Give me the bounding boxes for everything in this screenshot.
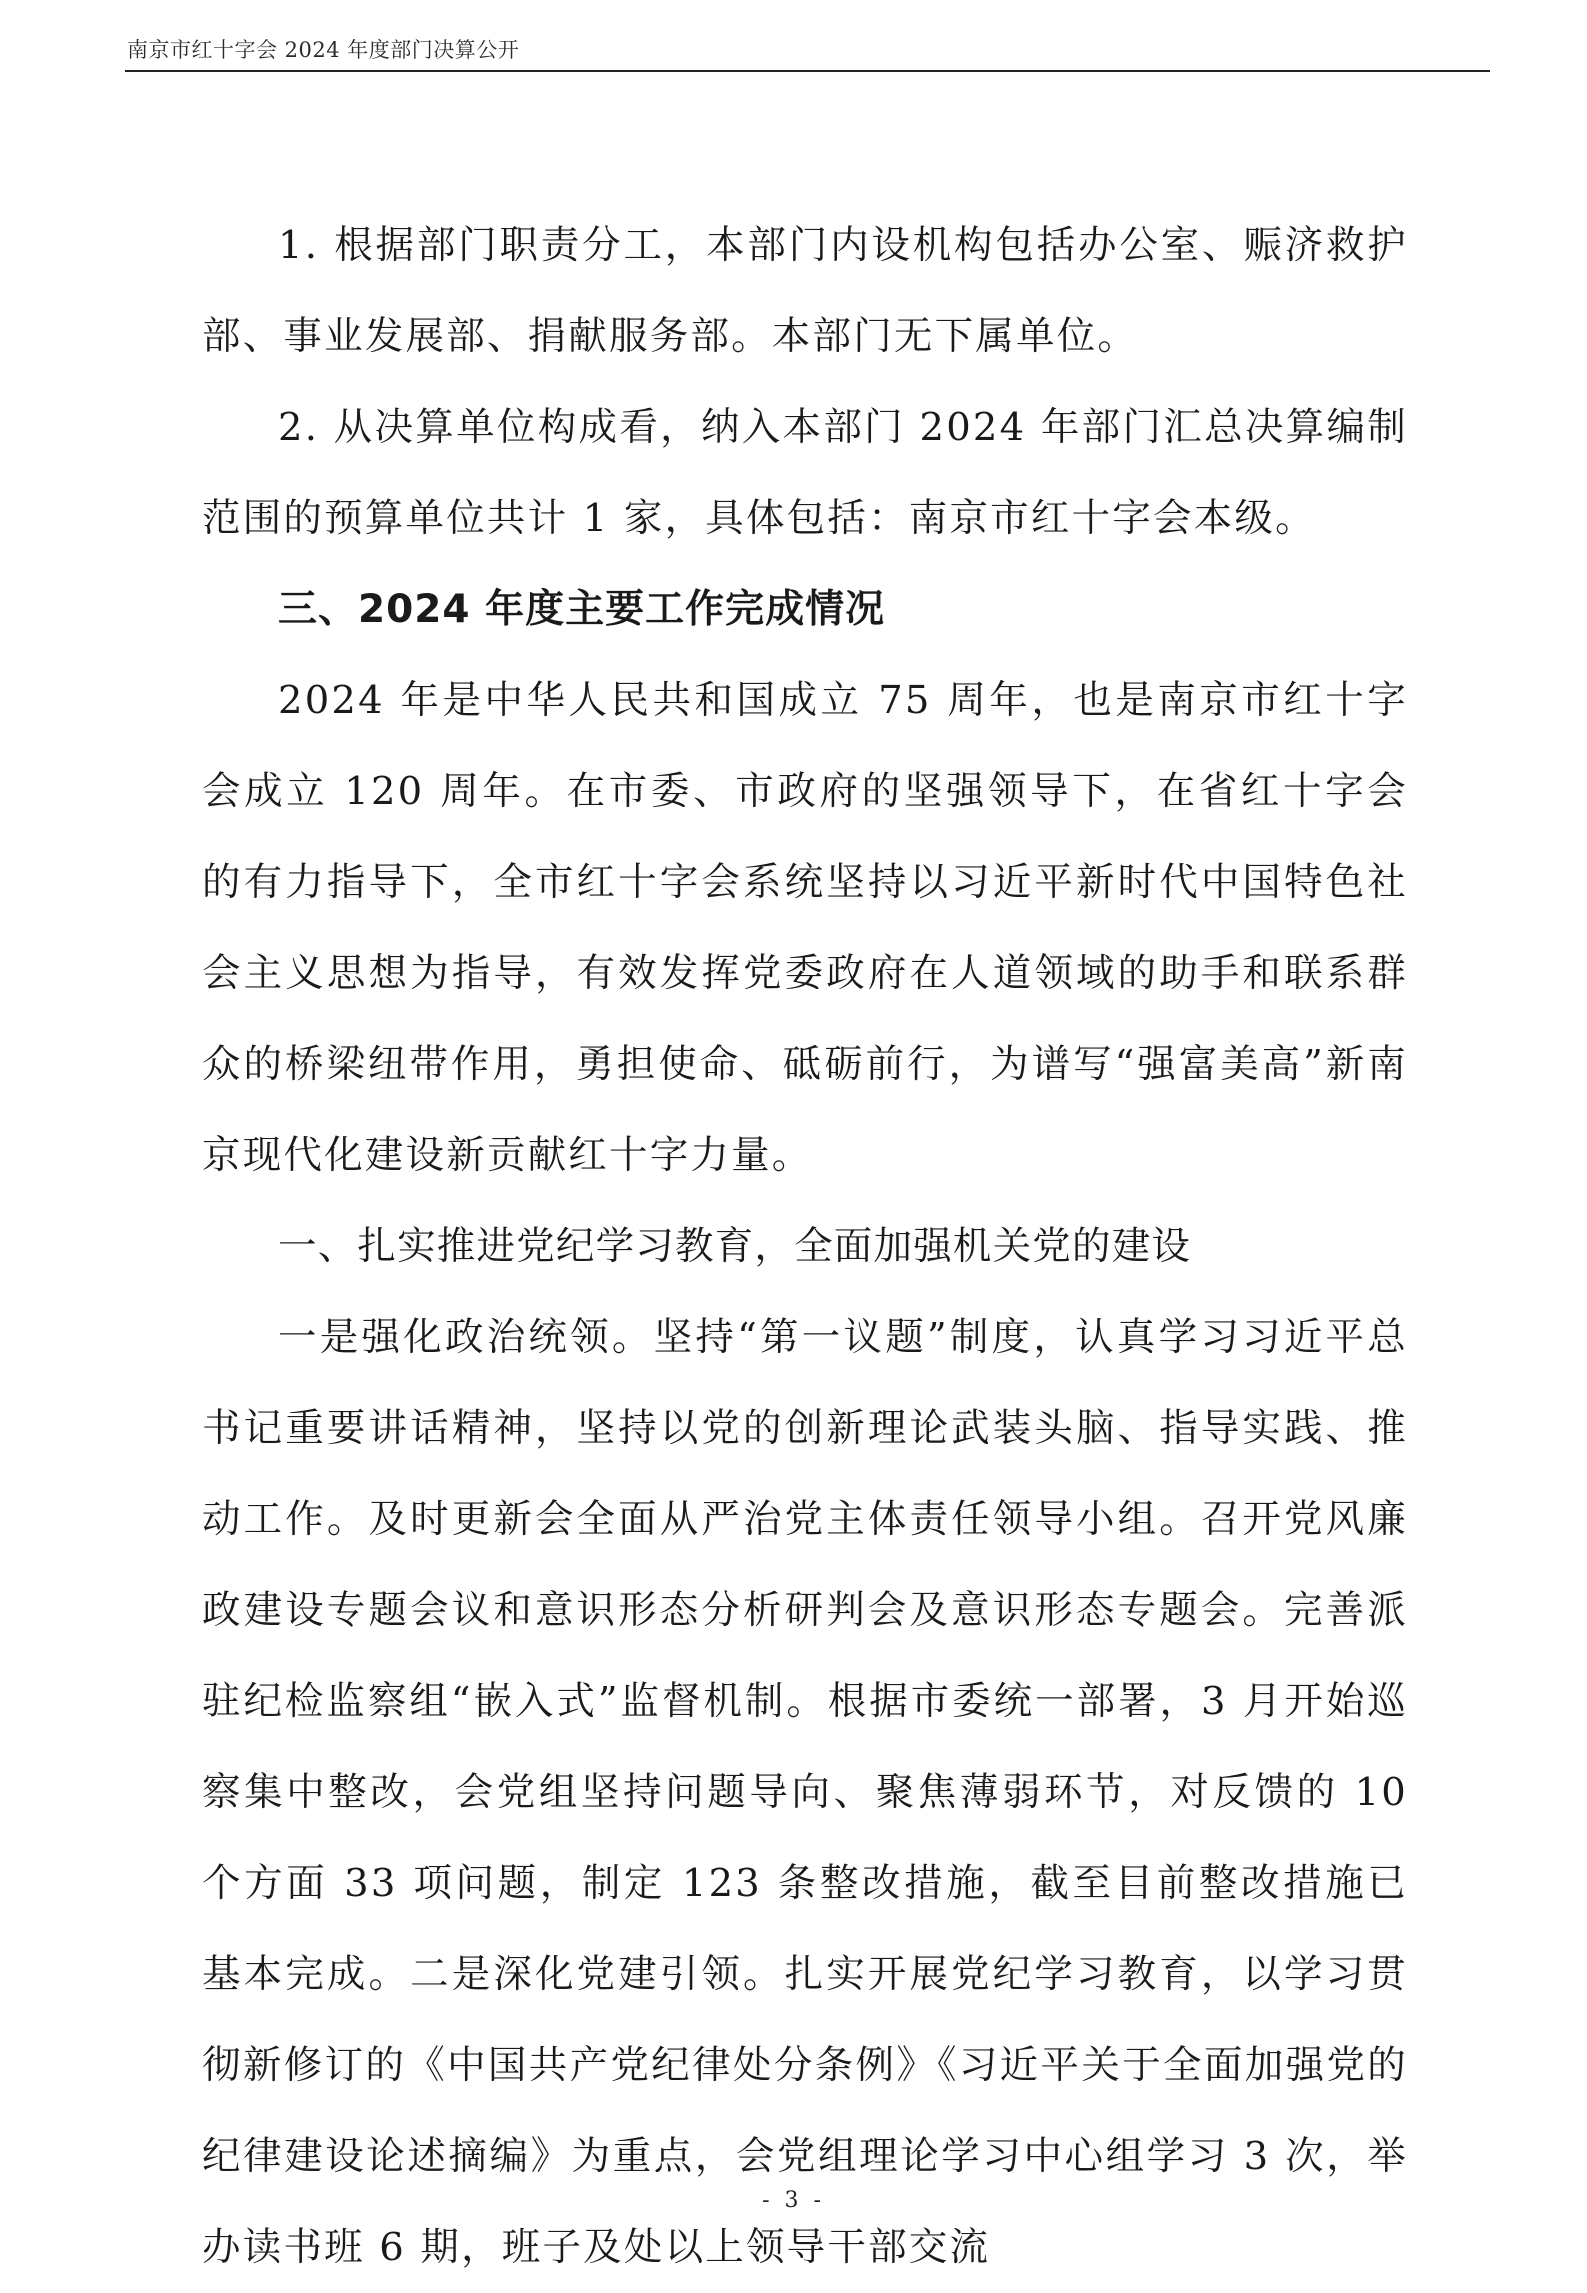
- paragraph-party-building: 一是强化政治统领。坚持“第一议题”制度，认真学习习近平总书记重要讲话精神，坚持以党的创新理论武装头脑、指导实践、推动工作。及时更新会全面从严治党主体责任领导小组。召开党风廉政建设专题会议和意识形态分析研判会及意识形态专题会。完善派驻纪检监察组“嵌入式”监督机制。根据市委统一部署，3 月开始巡察集中整改，会党组坚持问题导向、聚焦薄弱环节，对反馈的 10 个方面 33 项问题，制定 123 条整改措施，截至目前整改措施已基本完成。二是深化党建引领。扎实开展党纪学习教育，以学习贯彻新修订的《中国共产党纪律处分条例》《习近平关于全面加强党的纪律建设论述摘编》为重点，会党组理论学习中心组学习 3 次，举办读书班 6 期，班子及处以上领导干部交流: [202, 1315, 1408, 2270]
- section-heading: 三、2024 年度主要工作完成情况: [278, 587, 886, 632]
- subsection-heading: 一、扎实推进党纪学习教育，全面加强机关党的建设: [278, 1224, 1192, 1269]
- body-text: [202, 200, 1408, 2293]
- paragraph-budget-units: 2. 从决算单位构成看，纳入本部门 2024 年部门汇总决算编制范围的预算单位共计 1 家，具体包括：南京市红十字会本级。: [202, 405, 1408, 541]
- page-number: - 3 -: [762, 2188, 825, 2213]
- paragraph-overview: 2024 年是中华人民共和国成立 75 周年，也是南京市红十字会成立 120 周年。在市委、市政府的坚强领导下，在省红十字会的有力指导下，全市红十字会系统坚持以习近平新时代中国特色社会主义思想为指导，有效发挥党委政府在人道领域的助手和联系群众的桥梁纽带作用，勇担使命、砥砺前行，为谱写“强富美高”新南京现代化建设新贡献红十字力量。: [202, 678, 1408, 1178]
- running-header: 南京市红十字会 2024 年度部门决算公开: [127, 38, 520, 62]
- header-divider: [125, 70, 1490, 72]
- paragraph-internal-structure: 1. 根据部门职责分工，本部门内设机构包括办公室、赈济救护部、事业发展部、捐献服务部。本部门无下属单位。: [202, 223, 1408, 359]
